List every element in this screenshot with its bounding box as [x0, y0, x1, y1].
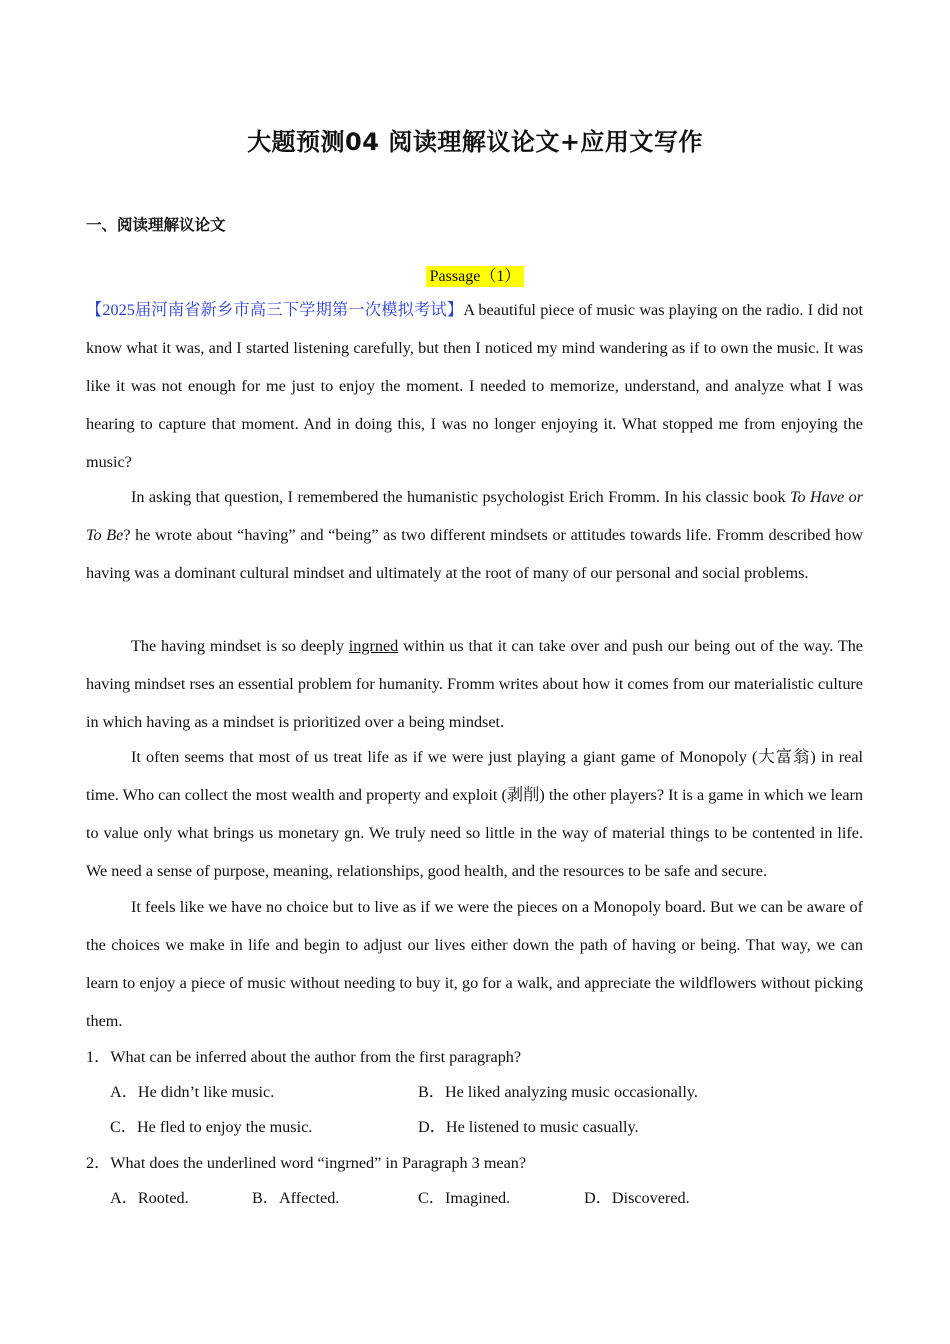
question-1-stem: 1．What can be inferred about the author from the first paragraph?	[86, 1048, 522, 1066]
question-2-option-a: A．Rooted.	[110, 1189, 189, 1207]
passage-label	[0, 263, 950, 286]
question-1-option-d: D．He listened to music casually.	[418, 1118, 639, 1136]
paragraph-2-text-a: In asking that question, I remembered the humanistic psychologist Erich Fromm. In his classic book	[131, 488, 790, 506]
section-heading: 一、阅读理解议论文	[86, 216, 226, 234]
paragraph-5: It feels like we have no choice but to live as if we were the pieces on a Monopoly board. But we can be aware of the choices we make in life and begin to adjust our lives either down the path of having or being. That way, we can learn to enjoy a piece of music without needing to buy it, go for a walk, and appreciate the wildflowers without picking them.	[86, 898, 863, 1030]
paragraph-1	[86, 291, 863, 481]
question-2-stem: 2．What does the underlined word “ingrned” in Paragraph 3 mean?	[86, 1154, 527, 1172]
paragraph-3-text-b: within us that it can take over and push our being out of the way. The having mindset rses an essential problem for humanity. Fromm writes about how it comes from our materialistic culture in which having as a mindset is prioritized over a being mindset.	[86, 637, 863, 731]
question-2-option-b: B．Affected.	[252, 1189, 340, 1207]
paragraph-3-text-a: The having mindset is so deeply	[131, 637, 349, 655]
question-2-option-d: D．Discovered.	[584, 1189, 690, 1207]
paragraph-4: It often seems that most of us treat life as if we were just playing a giant game of Monopoly (大富翁) in real time. Who can collect the most wealth and property and exploit (剥削) the other players? It is a game in which we learn to value only what brings us monetary gn. We truly need so little in the way of material things to be contented in life. We need a sense of purpose, meaning, relationships, good health, and the resources to be safe and secure.	[86, 748, 863, 880]
question-2-option-c: C．Imagined.	[418, 1189, 511, 1207]
question-1-option-b: B．He liked analyzing music occasionally.	[418, 1083, 698, 1101]
paragraph-1-text: A beautiful piece of music was playing on the radio. I did not know what it was, and I started listening carefully, but then I noticed my mind wandering as if to own the music. It was like it was not enough for me just to enjoy the moment. I needed to memorize, understand, and analyze what I was hearing to capture that moment. And in doing this, I was no longer enjoying it. What stopped me from enjoying the music?	[86, 301, 864, 471]
passage-label-text: Passage（1）	[426, 266, 525, 287]
source-citation: 【2025届河南省新乡市高三下学期第一次模拟考试】	[86, 301, 464, 319]
question-1-option-c: C．He fled to enjoy the music.	[110, 1118, 313, 1136]
book-title: To Have or To Be	[86, 488, 864, 544]
paragraph-3	[86, 627, 863, 741]
document-title: 大题预测04 阅读理解议论文+应用文写作	[247, 128, 703, 156]
paragraph-2-text-b: ? he wrote about “having” and “being” as two different mindsets or attitudes towards life. Fromm described how having was a dominant cultural mindset and ultimately at the root of many of our personal and social problems.	[86, 526, 864, 582]
underlined-word: ingrned	[348, 637, 399, 655]
question-1-option-a: A．He didn’t like music.	[110, 1083, 275, 1101]
paragraph-2	[86, 478, 863, 592]
